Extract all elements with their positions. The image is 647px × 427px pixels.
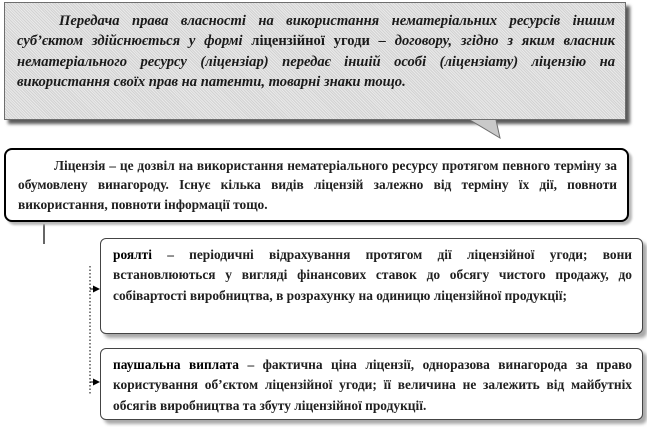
lump-sum-text [113, 355, 632, 416]
royalty-box [100, 238, 643, 334]
licence-definition-text: Ліцензія – це дозвіл на використання нематеріального ресурсу протягом певного терміну за обумовлену винагороду. Існує кілька видів ліцензій залежно від терміну їх дії, повноти використання, повноти інформації тощо. [18, 158, 617, 212]
lump-sum-box [100, 348, 643, 420]
royalty-text [113, 245, 632, 306]
transfer-note-text [17, 11, 615, 93]
royalty-definition: – періодичні відрахування протягом дії ліцензійної угоди; вони встановлюються у вигляді фінансових ставок до обсягу чистого продажу, до собівартості виробництва, в розрахунку на одиницю ліцензійної продукції; [113, 247, 632, 303]
transfer-callout [4, 2, 626, 120]
royalty-term: роялті [113, 247, 152, 262]
licence-definition-box [4, 148, 629, 222]
transfer-note-intro: Передача права власності на використання нематеріальних ресурсів іншим суб’єктом здійснюється у формі [17, 13, 615, 50]
lump-sum-definition: – фактична ціна ліцензії, одноразова винагорода за право користування об’єктом ліцензійної угоди; її величина не залежить від майбутніх обсягів виробництва та збуту ліцензійної продукції. [113, 357, 632, 413]
licence-agreement-term: ліцензійної угоди [251, 33, 370, 50]
transfer-note-definition: – договору, згідно з яким власник нематеріального ресурсу (ліцензіар) передає іншій особі (ліцензіату) ліцензію на використання своїх прав на патенти, товарні знаки тощо. [17, 33, 615, 91]
lump-sum-term: паушальна виплата [113, 357, 239, 372]
